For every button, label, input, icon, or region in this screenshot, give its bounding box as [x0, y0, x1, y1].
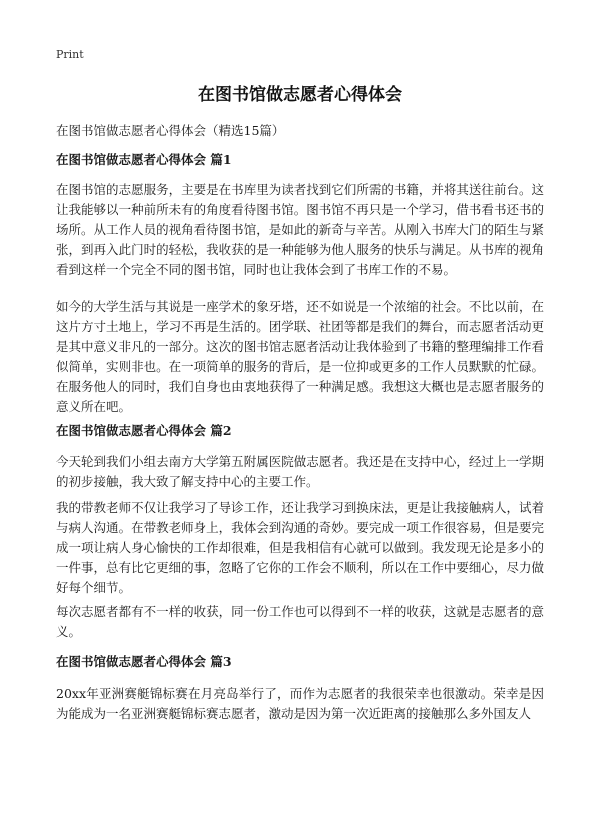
section-3-paragraph-1 — [56, 684, 544, 724]
paragraph: 我的带教老师不仅让我学习了导诊工作，还让我学习到换床法，更是让我接触病人，试着与病人沟通。在带教老师身上，我体会到沟通的奇妙。要完成一项工作很容易，但是要完成一项让病人身心愉快的工作却很难，但是我相信有心就可以做到。我发现无论是多小的一件事，总有比它更细的事，忽略了它你的工作会不顺利，所以在工作中要细心，尽力做好每个细节。 — [56, 500, 544, 595]
paragraph: 在图书馆的志愿服务，主要是在书库里为读者找到它们所需的书籍，并将其送往前台。这让我能够以一种前所未有的角度看待图书馆。图书馆不再只是一个学习，借书看书还书的场所。从工作人员的视角看待图书馆，是如此的新奇与辛苦。从刚入书库大门的陌生与紧张，到再入此门时的轻松，我收获的是一种能够为他人服务的快乐与满足。从书库的视角看到这样一个完全不同的图书馆，同时也让我体会到了书库工作的不易。 — [56, 182, 544, 277]
paragraph: 今天轮到我们小组去南方大学第五附属医院做志愿者。我还是在支持中心，经过上一学期的初步接触，我大致了解支持中心的主要工作。 — [56, 454, 544, 489]
document-title: 在图书馆做志愿者心得体会 — [198, 85, 402, 105]
section-2-paragraph-3 — [56, 602, 544, 642]
paragraph: 每次志愿者都有不一样的收获，同一份工作也可以得到不一样的收获，这就是志愿者的意义。 — [56, 604, 544, 639]
document-subtitle: 在图书馆做志愿者心得体会（精选15篇） — [56, 123, 285, 138]
section-1-paragraph-2 — [56, 297, 544, 417]
section-1-heading-block — [56, 150, 544, 168]
paragraph: 如今的大学生活与其说是一座学术的象牙塔，还不如说是一个浓缩的社会。不比以前，在这片方寸土地上，学习不再是生活的。团学联、社团等都是我们的舞台，而志愿者活动更是其中意义非凡的一部分。这次的图书馆志愿者活动让我体验到了书籍的整理编排工作看似简单，实则非也。在一项简单的服务的背后，是一位抑或更多的工作人员默默的忙碌。在服务他人的同时，我们自身也由衷地获得了一种满足感。我想这大概也是志愿者服务的意义所在吧。 — [56, 299, 544, 414]
print-label[interactable]: Print — [56, 48, 84, 61]
section-2-heading-block — [56, 421, 544, 439]
section-heading: 在图书馆做志愿者心得体会 篇3 — [56, 654, 232, 669]
section-heading: 在图书馆做志愿者心得体会 篇2 — [56, 423, 232, 438]
section-heading: 在图书馆做志愿者心得体会 篇1 — [56, 152, 232, 167]
paragraph: 20xx年亚洲赛艇锦标赛在月亮岛举行了，而作为志愿者的我很荣幸也很激动。荣幸是因为能成为一名亚洲赛艇锦标赛志愿者，激动是因为第一次近距离的接触那么多外国友人 — [56, 686, 544, 721]
section-1-paragraph-1 — [56, 180, 544, 280]
section-2-paragraph-1 — [56, 452, 544, 492]
section-2-paragraph-2 — [56, 498, 544, 598]
section-3-heading-block — [56, 652, 544, 670]
